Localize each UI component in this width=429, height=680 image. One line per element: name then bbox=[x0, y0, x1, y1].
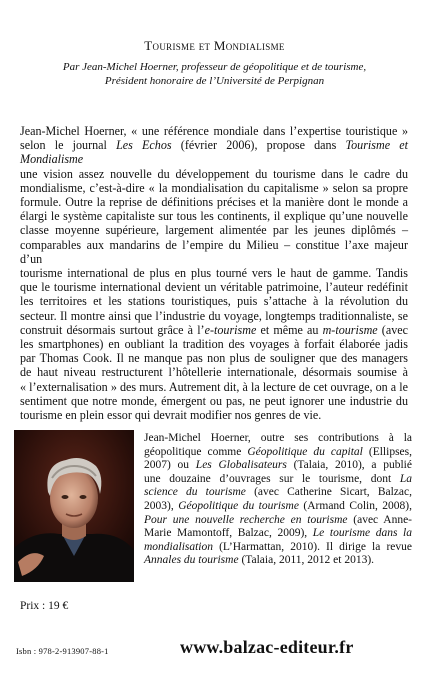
summary-line: « l’externalisation » des murs. Autrement dit, à la lecture de cet ouvrage, on a le bbox=[20, 379, 408, 394]
author-subtitle bbox=[20, 60, 409, 88]
book-summary bbox=[20, 124, 408, 422]
bio-line: Pour une nouvelle recherche en tourisme (avec Anne- bbox=[144, 513, 413, 526]
subtitle-line-2: Président honoraire de l’Université de Perpignan bbox=[104, 75, 325, 87]
bio-line: Marie Mamontoff, Balzac, 2009), Le tourisme dans la bbox=[144, 527, 413, 540]
summary-line: formule. Outre la reprise de définitions précises et la manière dont le monde a bbox=[20, 195, 408, 210]
summary-line: mondialisme, c’est-à-dire « la mondialisation du capitalisme » selon sa propre bbox=[20, 180, 408, 195]
summary-line: élargi le système capitaliste sur tous les continents, il explique qu’une nouvelle bbox=[20, 209, 408, 224]
summary-line: tourisme international de plus en plus tourné vers le haut de gamme. Tandis bbox=[20, 266, 408, 281]
summary-line: Jean-Michel Hoerner, « une référence mondiale dans l’expertise touristique » bbox=[20, 124, 408, 138]
summary-line: par Thomas Cook. Il ne manque pas non plus de souligner que des managers bbox=[20, 351, 408, 366]
summary-line: sentiment que notre monde, émergent ou pas, ne peut ignorer une industrie du bbox=[20, 393, 408, 408]
summary-line: construit désormais surtout grâce à l’e-tourisme et même au m-tourisme (avec bbox=[20, 322, 408, 337]
bio-line: 2007) ou Les Globalisateurs (Talaia, 2010), a publié bbox=[144, 459, 412, 472]
bio-line: Jean-Michel Hoerner, outre ses contributions à la bbox=[144, 432, 412, 444]
summary-line: les territoires et les stations touristiques, puis s’attache à la révolution du bbox=[20, 294, 408, 309]
summary-line: classe moyenne supérieure, largement alimentée par les jeunes diplômés – bbox=[20, 223, 408, 238]
summary-line: selon le journal Les Echos (février 2006), propose dans Tourisme et Mondialisme bbox=[20, 138, 408, 167]
subtitle-line-1: Par Jean-Michel Hoerner, professeur de géopolitique et de tourisme, bbox=[62, 61, 367, 73]
price-label: Prix : 19 € bbox=[20, 600, 69, 612]
summary-line: de haut niveau restructurent l’hôtellerie internationale, désormais soumise à bbox=[20, 365, 408, 380]
bio-line: 2003), Géopolitique du tourisme (Armand Colin, 2008), bbox=[144, 499, 413, 512]
bio-line: Annales du tourisme (Talaia, 2011, 2012 et 2013). bbox=[144, 554, 375, 567]
author-photo bbox=[14, 430, 134, 582]
bio-line: mondialisation (L’Harmattan, 2010). Il dirige la revue bbox=[144, 540, 412, 553]
bio-line: science du tourisme (avec Catherine Sicart, Balzac, bbox=[144, 486, 412, 499]
summary-line: une vision assez nouvelle du développement du tourisme dans le cadre du bbox=[20, 166, 408, 181]
publisher-website-link[interactable]: www.balzac-editeur.fr bbox=[180, 637, 354, 657]
bio-line: une douzaine d’ouvrages sur le tourisme, dont La bbox=[144, 472, 412, 485]
summary-line: tourisme en plein essor qui devrait modifier nos genres de vie. bbox=[20, 408, 322, 423]
summary-line: secteur. Il montre ainsi que l’industrie du voyage, longtemps traditionnaliste, se bbox=[20, 308, 408, 323]
summary-line: les smartphones) en oubliant la tradition des voyages à forfait élaborée jadis bbox=[20, 337, 408, 352]
book-title: Tourisme et Mondialisme bbox=[144, 38, 285, 53]
isbn-label: Isbn : 978-2-913907-88-1 bbox=[16, 646, 109, 656]
summary-line: que le tourisme international devient un véritable patrimoine, l’auteur redéfinit bbox=[20, 280, 408, 295]
author-biography bbox=[144, 432, 412, 568]
bio-line: géopolitique comme Géopolitique du capital (Ellipses, bbox=[144, 445, 413, 458]
summary-line: comparables aux mandarins de l’empire du Milieu – constitue l’axe majeur d’un bbox=[20, 237, 408, 266]
